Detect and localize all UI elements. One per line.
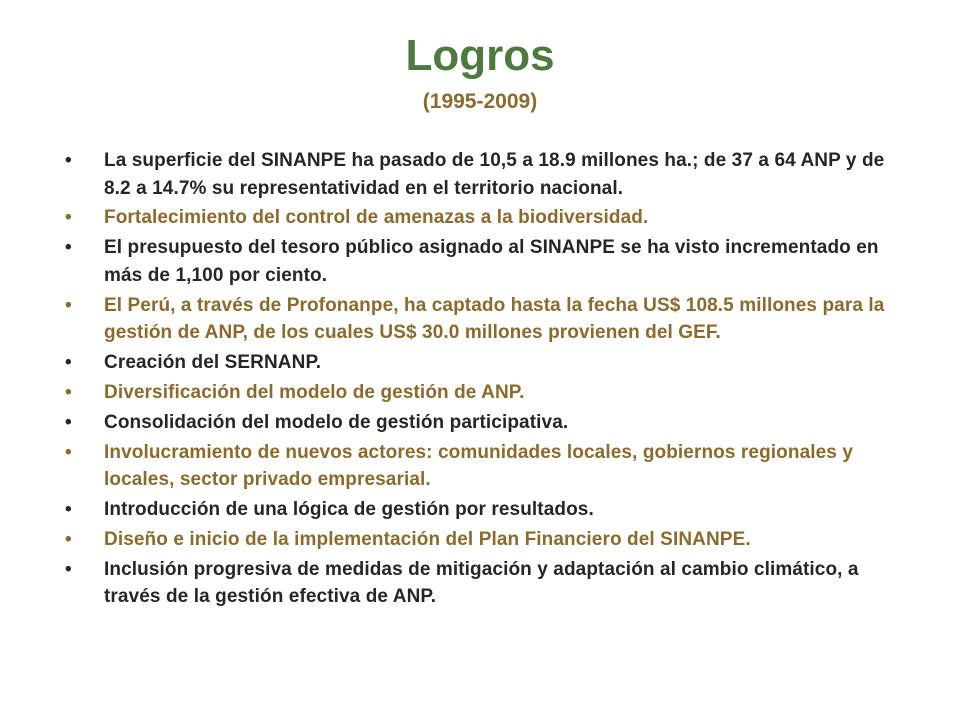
list-item-text: Consolidación del modelo de gestión participativa. (104, 411, 569, 433)
list-item-text: Diseño e inicio de la implementación del Plan Financiero del SINANPE. (104, 529, 751, 551)
list-item (62, 556, 912, 611)
bullet-icon: • (65, 558, 72, 580)
list-item-text: Introducción de una lógica de gestión por resultados. (104, 499, 594, 521)
slide-subtitle: (1995-2009) (422, 90, 538, 113)
list-item-text: Fortalecimiento del control de amenazas a la biodiversidad. (104, 207, 649, 229)
list-item-text: Creación del SERNANP. (104, 352, 322, 374)
slide-title: Logros (405, 31, 555, 80)
bullet-icon: • (65, 411, 72, 433)
list-item-text: El presupuesto del tesoro público asignado al SINANPE se ha visto incrementado en más de 1,100 por ciento. (104, 237, 879, 286)
list-item-text: El Perú, a través de Profonanpe, ha captado hasta la fecha US$ 108.5 millones para la gestión de ANP, de los cuales US$ 30.0 millones provienen del GEF. (104, 294, 885, 344)
list-item (62, 526, 912, 554)
bullet-icon: • (65, 352, 72, 374)
bullet-icon: • (65, 441, 72, 463)
list-item-text: Diversificación del modelo de gestión de ANP. (104, 381, 525, 403)
achievements-list (62, 147, 912, 613)
list-item (62, 234, 912, 289)
bullet-icon: • (65, 381, 72, 403)
list-item-text: Inclusión progresiva de medidas de mitigación y adaptación al cambio climático, a través de la gestión efectiva de ANP. (104, 558, 859, 608)
bullet-icon: • (65, 529, 72, 551)
list-item-text: Involucramiento de nuevos actores: comunidades locales, gobiernos regionales y locales, sector privado empresarial. (104, 441, 854, 491)
bullet-icon: • (65, 237, 72, 259)
bullet-icon: • (65, 294, 72, 316)
bullet-icon: • (65, 150, 72, 171)
bullet-icon: • (65, 499, 72, 521)
list-item (62, 349, 912, 377)
list-item (62, 204, 912, 232)
list-item (62, 147, 912, 202)
list-item-text: La superficie del SINANPE ha pasado de 10,5 a 18.9 millones ha.; de 37 a 64 ANP y de 8.2 a 14.7% su representatividad en el territorio nacional. (104, 150, 885, 199)
list-item (62, 292, 912, 347)
list-item (62, 496, 912, 524)
list-item (62, 409, 912, 437)
bullet-icon: • (65, 207, 72, 229)
list-item (62, 379, 912, 407)
list-item (62, 439, 912, 494)
